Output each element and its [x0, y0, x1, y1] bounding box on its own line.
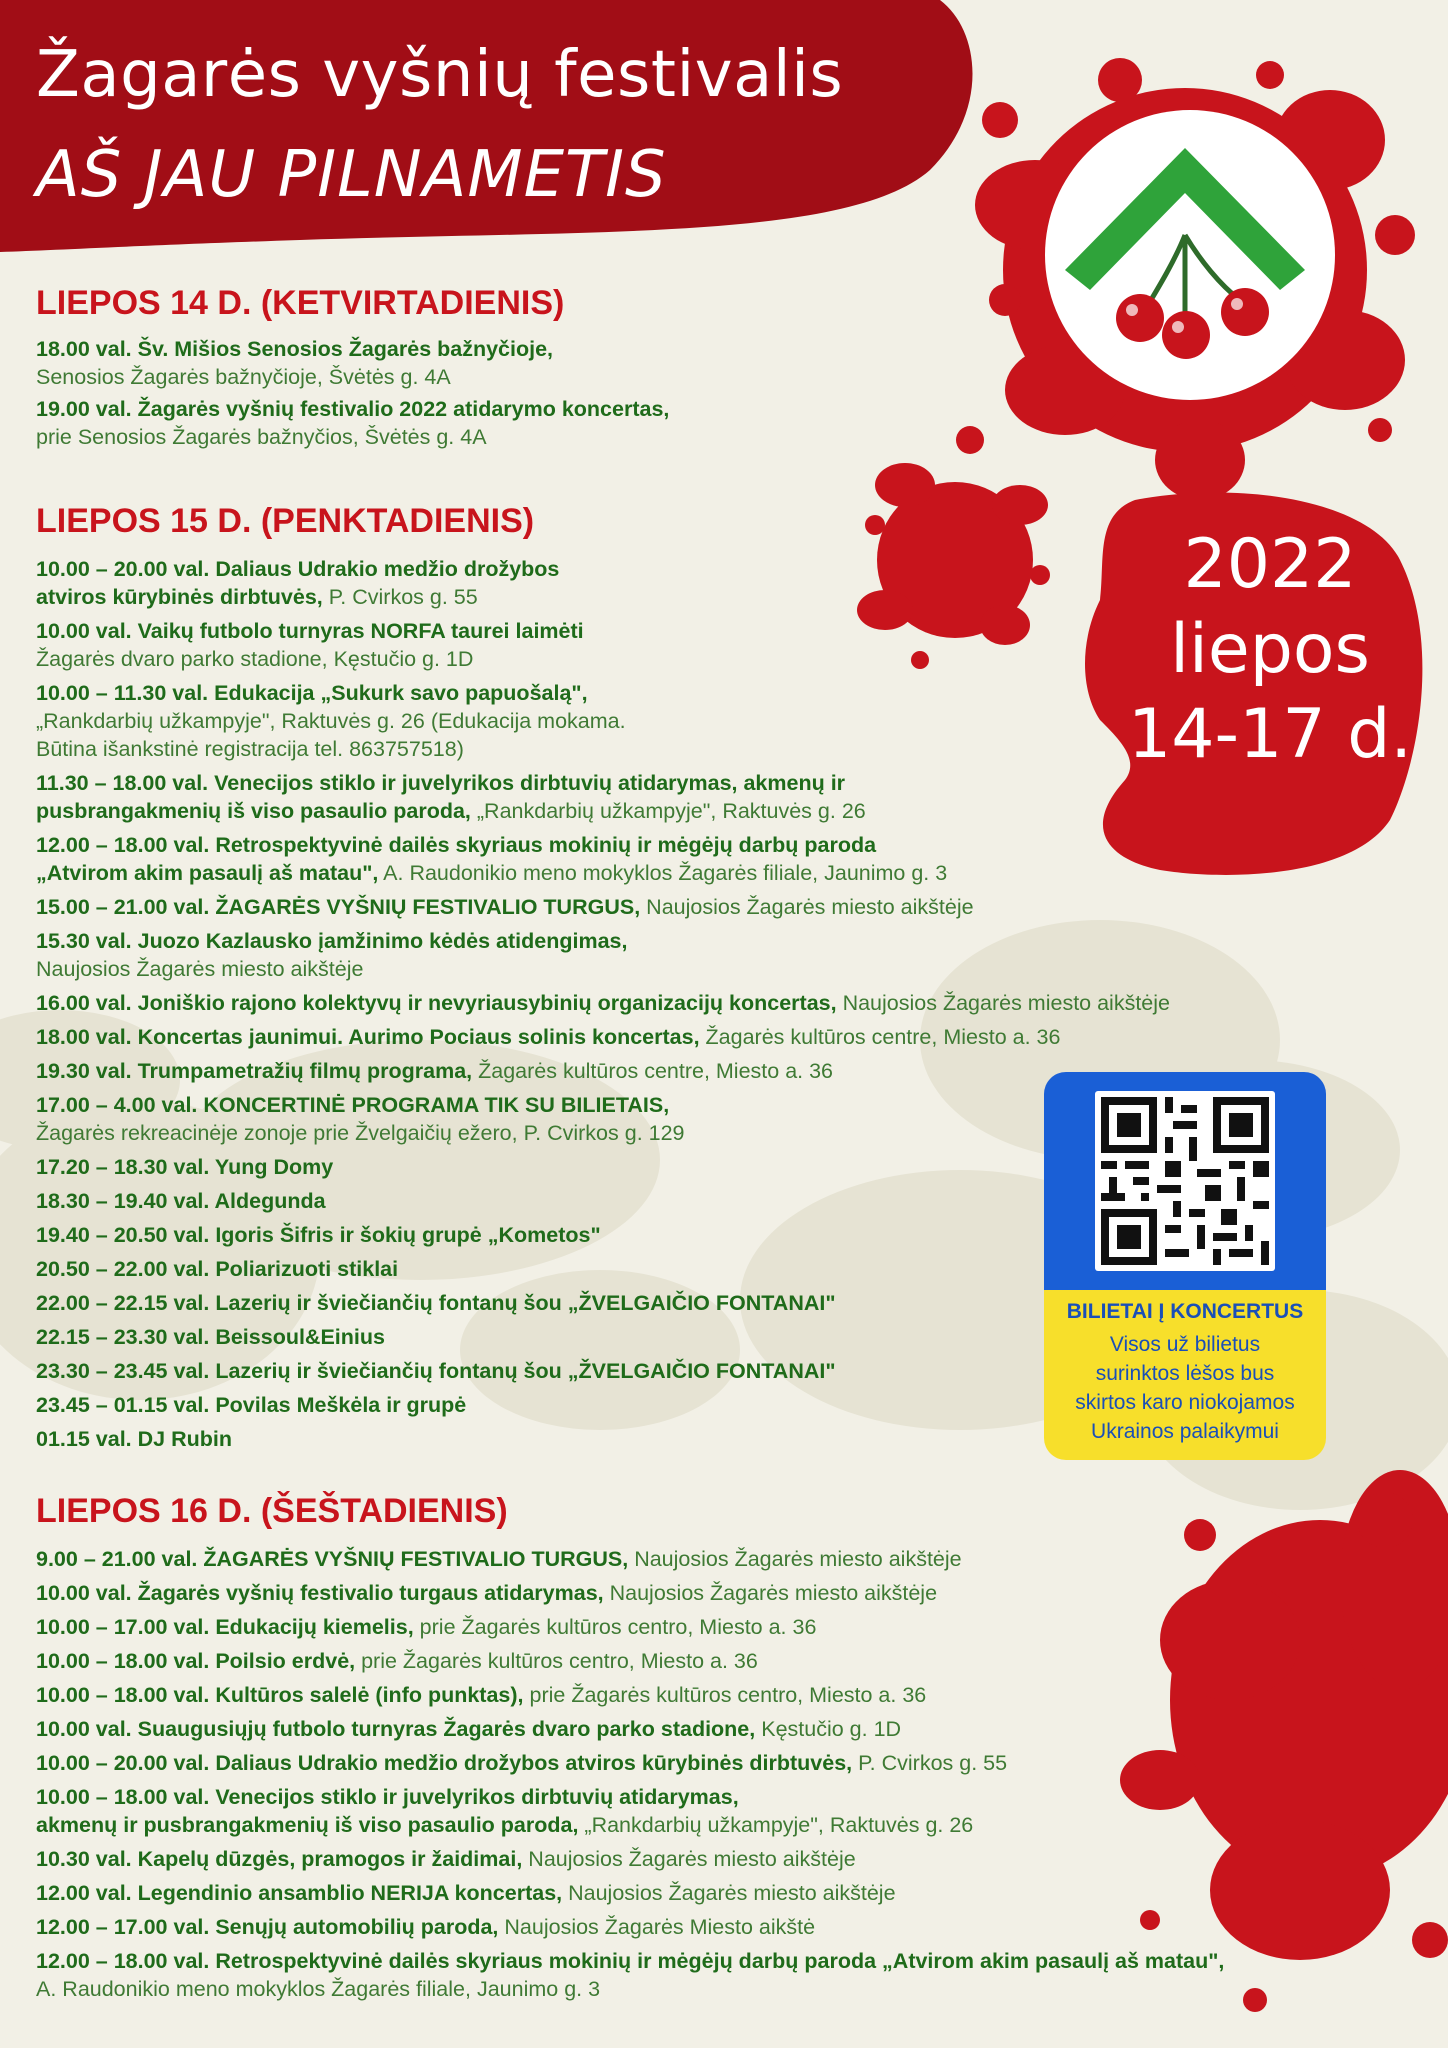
event-title: 10.00 – 17.00 val. Edukacijų kiemelis,: [36, 1615, 414, 1639]
event-item: [36, 1613, 1436, 1641]
event-title: 11.30 – 18.00 val. Venecijos stiklo ir juvelyrikos dirbtuvių atidarymas, akmenų ir: [36, 771, 846, 795]
event-location: prie Žagarės kultūros centro, Miesto a. 36: [355, 1649, 758, 1673]
event-item: [36, 893, 1336, 921]
day-heading: LIEPOS 15 D. (PENKTADIENIS): [36, 502, 535, 540]
tickets-box: [1044, 1072, 1326, 1460]
qr-area: [1044, 1072, 1326, 1290]
day-heading: LIEPOS 14 D. (KETVIRTADIENIS): [36, 284, 565, 322]
event-location: Naujosios Žagarės miesto aikštėje: [562, 1881, 896, 1905]
event-item: [36, 1579, 1436, 1607]
event-location: A. Raudonikio meno mokyklos Žagarės filiale, Jaunimo g. 3: [378, 861, 948, 885]
event-location: prie Senosios Žagarės bažnyčios, Švėtės g. 4A: [36, 425, 487, 449]
event-title: 10.00 val. Vaikų futbolo turnyras NORFA taurei laimėti: [36, 619, 584, 643]
event-item: [36, 989, 1336, 1017]
festival-subtitle: AŠ JAU PILNAMETIS: [36, 138, 667, 212]
event-title-cont: akmenų ir pusbrangakmenių iš viso pasaulio paroda,: [36, 1813, 579, 1837]
event-title: 18.00 val. Koncertas jaunimui. Aurimo Pociaus solinis koncertas,: [36, 1025, 700, 1049]
event-title: 19.40 – 20.50 val. Igoris Šifris ir šokių grupė „Kometos": [36, 1223, 601, 1247]
event-item: [36, 1681, 1436, 1709]
event-item: [36, 1647, 1436, 1675]
event-title: 12.00 – 17.00 val. Senųjų automobilių paroda,: [36, 1915, 499, 1939]
event-title: 17.00 – 4.00 val. KONCERTINĖ PROGRAMA TIK SU BILIETAIS,: [36, 1093, 670, 1117]
event-title: 10.00 – 18.00 val. Venecijos stiklo ir juvelyrikos dirbtuvių atidarymas,: [36, 1785, 739, 1809]
event-title: 17.20 – 18.30 val. Yung Domy: [36, 1155, 334, 1179]
event-location: Naujosios Žagarės miesto aikštėje: [836, 991, 1170, 1015]
tickets-note-line: Ukrainos palaikymui: [1091, 1420, 1279, 1443]
event-item: [36, 555, 1336, 611]
event-title-cont: „Atvirom akim pasaulį aš matau",: [36, 861, 379, 885]
festival-title: Žagarės vyšnių festivalis: [36, 38, 844, 112]
event-item: [36, 1023, 1336, 1051]
event-item: [36, 1845, 1436, 1873]
event-location: Žagarės kultūros centre, Miesto a. 36: [472, 1059, 834, 1083]
tickets-title: BILIETAI Į KONCERTUS: [1066, 1300, 1304, 1323]
day-heading: LIEPOS 16 D. (ŠEŠTADIENIS): [36, 1492, 508, 1530]
event-location: Naujosios Žagarės miesto aikštėje: [628, 1547, 962, 1571]
event-location: „Rankdarbių užkampyje", Raktuvės g. 26 (Edukacija mokama.: [36, 709, 626, 733]
tickets-note-line: surinktos lėšos bus: [1095, 1362, 1275, 1385]
event-location: Žagarės rekreacinėje zonoje prie Žvelgaičių ežero, P. Cvirkos g. 129: [36, 1121, 685, 1145]
event-item: [36, 679, 1336, 763]
event-title: 10.00 – 18.00 val. Kultūros salelė (info punktas),: [36, 1683, 524, 1707]
event-title: 10.30 val. Kapelų dūzgės, pramogos ir žaidimai,: [36, 1847, 523, 1871]
event-location: Naujosios Žagarės Miesto aikštė: [498, 1915, 816, 1939]
event-location: Žagarės kultūros centre, Miesto a. 36: [699, 1025, 1061, 1049]
event-title: 18.00 val. Šv. Mišios Senosios Žagarės bažnyčioje,: [36, 337, 554, 361]
event-item: [36, 1545, 1436, 1573]
event-title-cont: atviros kūrybinės dirbtuvės,: [36, 585, 323, 609]
event-location: Senosios Žagarės bažnyčioje, Švėtės g. 4A: [36, 365, 451, 389]
event-title: 15.30 val. Juozo Kazlausko įamžinimo kėdės atidengimas,: [36, 929, 628, 953]
tickets-note-line: skirtos karo niokojamos: [1075, 1391, 1295, 1414]
event-title: 19.00 val. Žagarės vyšnių festivalio 2022 atidarymo koncertas,: [36, 397, 670, 421]
event-title: 10.00 val. Žagarės vyšnių festivalio turgaus atidarymas,: [36, 1581, 604, 1605]
event-item: [36, 831, 1336, 887]
event-title: 16.00 val. Joniškio rajono kolektyvų ir nevyriausybinių organizacijų koncertas,: [36, 991, 837, 1015]
date-range: 14-17 d.: [1128, 695, 1412, 774]
event-title: 01.15 val. DJ Rubin: [36, 1427, 232, 1451]
event-location: „Rankdarbių užkampyje", Raktuvės g. 26: [470, 799, 866, 823]
event-location: „Rankdarbių užkampyje", Raktuvės g. 26: [578, 1813, 974, 1837]
day-section-14: [36, 284, 956, 455]
event-location: prie Žagarės kultūros centro, Miesto a. 36: [523, 1683, 927, 1707]
event-location: Naujosios Žagarės miesto aikštėje: [522, 1847, 856, 1871]
event-title: 22.00 – 22.15 val. Lazerių ir šviečiančių fontanų šou „ŽVELGAIČIO FONTANAI": [36, 1291, 836, 1315]
event-title: 12.00 val. Legendinio ansamblio NERIJA koncertas,: [36, 1881, 563, 1905]
event-location: Žagarės dvaro parko stadione, Kęstučio g. 1D: [36, 647, 474, 671]
qr-code-icon[interactable]: [1095, 1091, 1275, 1271]
event-title: 18.30 – 19.40 val. Aldegunda: [36, 1189, 326, 1213]
event-title: 12.00 – 18.00 val. Retrospektyvinė dailės skyriaus mokinių ir mėgėjų darbų paroda „Atvirom akim pasaulį aš matau",: [36, 1949, 1225, 1973]
event-item: [36, 617, 1336, 673]
event-title: 23.30 – 23.45 val. Lazerių ir šviečiančių fontanų šou „ŽVELGAIČIO FONTANAI": [36, 1359, 836, 1383]
event-title: 10.00 – 20.00 val. Daliaus Udrakio medžio drožybos atviros kūrybinės dirbtuvės,: [36, 1751, 853, 1775]
event-item: [36, 1749, 1436, 1777]
event-item: [36, 335, 956, 391]
event-title: 22.15 – 23.30 val. Beissoul&Einius: [36, 1325, 385, 1349]
event-title: 10.00 – 18.00 val. Poilsio erdvė,: [36, 1649, 356, 1673]
date-month: liepos: [1170, 610, 1370, 689]
event-item: [36, 1783, 1436, 1839]
event-title: 19.30 val. Trumpametražių filmų programa,: [36, 1059, 473, 1083]
day-section-16: [36, 1492, 1436, 2009]
event-item: [36, 1913, 1436, 1941]
event-title: 15.00 – 21.00 val. ŽAGARĖS VYŠNIŲ FESTIVALIO TURGUS,: [36, 895, 641, 919]
event-location: Naujosios Žagarės miesto aikštėje: [640, 895, 974, 919]
date-year: 2022: [1183, 525, 1357, 604]
event-item: [36, 927, 1336, 983]
event-title: 10.00 – 20.00 val. Daliaus Udrakio medžio drožybos: [36, 557, 560, 581]
event-location: Naujosios Žagarės miesto aikštėje: [36, 957, 364, 981]
event-title: 12.00 – 18.00 val. Retrospektyvinė dailės skyriaus mokinių ir mėgėjų darbų paroda: [36, 833, 877, 857]
tickets-info: [1044, 1290, 1326, 1460]
event-title: 23.45 – 01.15 val. Povilas Meškėla ir grupė: [36, 1393, 467, 1417]
event-location: Naujosios Žagarės miesto aikštėje: [603, 1581, 938, 1605]
event-location: P. Cvirkos g. 55: [852, 1751, 1008, 1775]
event-title: 20.50 – 22.00 val. Poliarizuoti stiklai: [36, 1257, 399, 1281]
event-title: 9.00 – 21.00 val. ŽAGARĖS VYŠNIŲ FESTIVALIO TURGUS,: [36, 1547, 629, 1571]
event-title-cont: pusbrangakmenių iš viso pasaulio paroda,: [36, 799, 471, 823]
event-title: 10.00 val. Suaugusiųjų futbolo turnyras Žagarės dvaro parko stadione,: [36, 1717, 756, 1741]
event-location: Kęstučio g. 1D: [755, 1717, 902, 1741]
event-item: [36, 1715, 1436, 1743]
event-item: [36, 1879, 1436, 1907]
event-location: P. Cvirkos g. 55: [322, 585, 478, 609]
event-location: A. Raudonikio meno mokyklos Žagarės filiale, Jaunimo g. 3: [36, 1977, 601, 2001]
event-item: [36, 395, 956, 451]
event-title: 10.00 – 11.30 val. Edukacija „Sukurk savo papuošalą",: [36, 681, 588, 705]
event-item: [36, 769, 1336, 825]
tickets-note-line: Visos už bilietus: [1109, 1333, 1261, 1356]
event-location: prie Žagarės kultūros centro, Miesto a. 36: [413, 1615, 817, 1639]
event-note: Būtina išankstinė registracija tel. 863757518): [36, 737, 464, 761]
event-item: [36, 1947, 1436, 2003]
